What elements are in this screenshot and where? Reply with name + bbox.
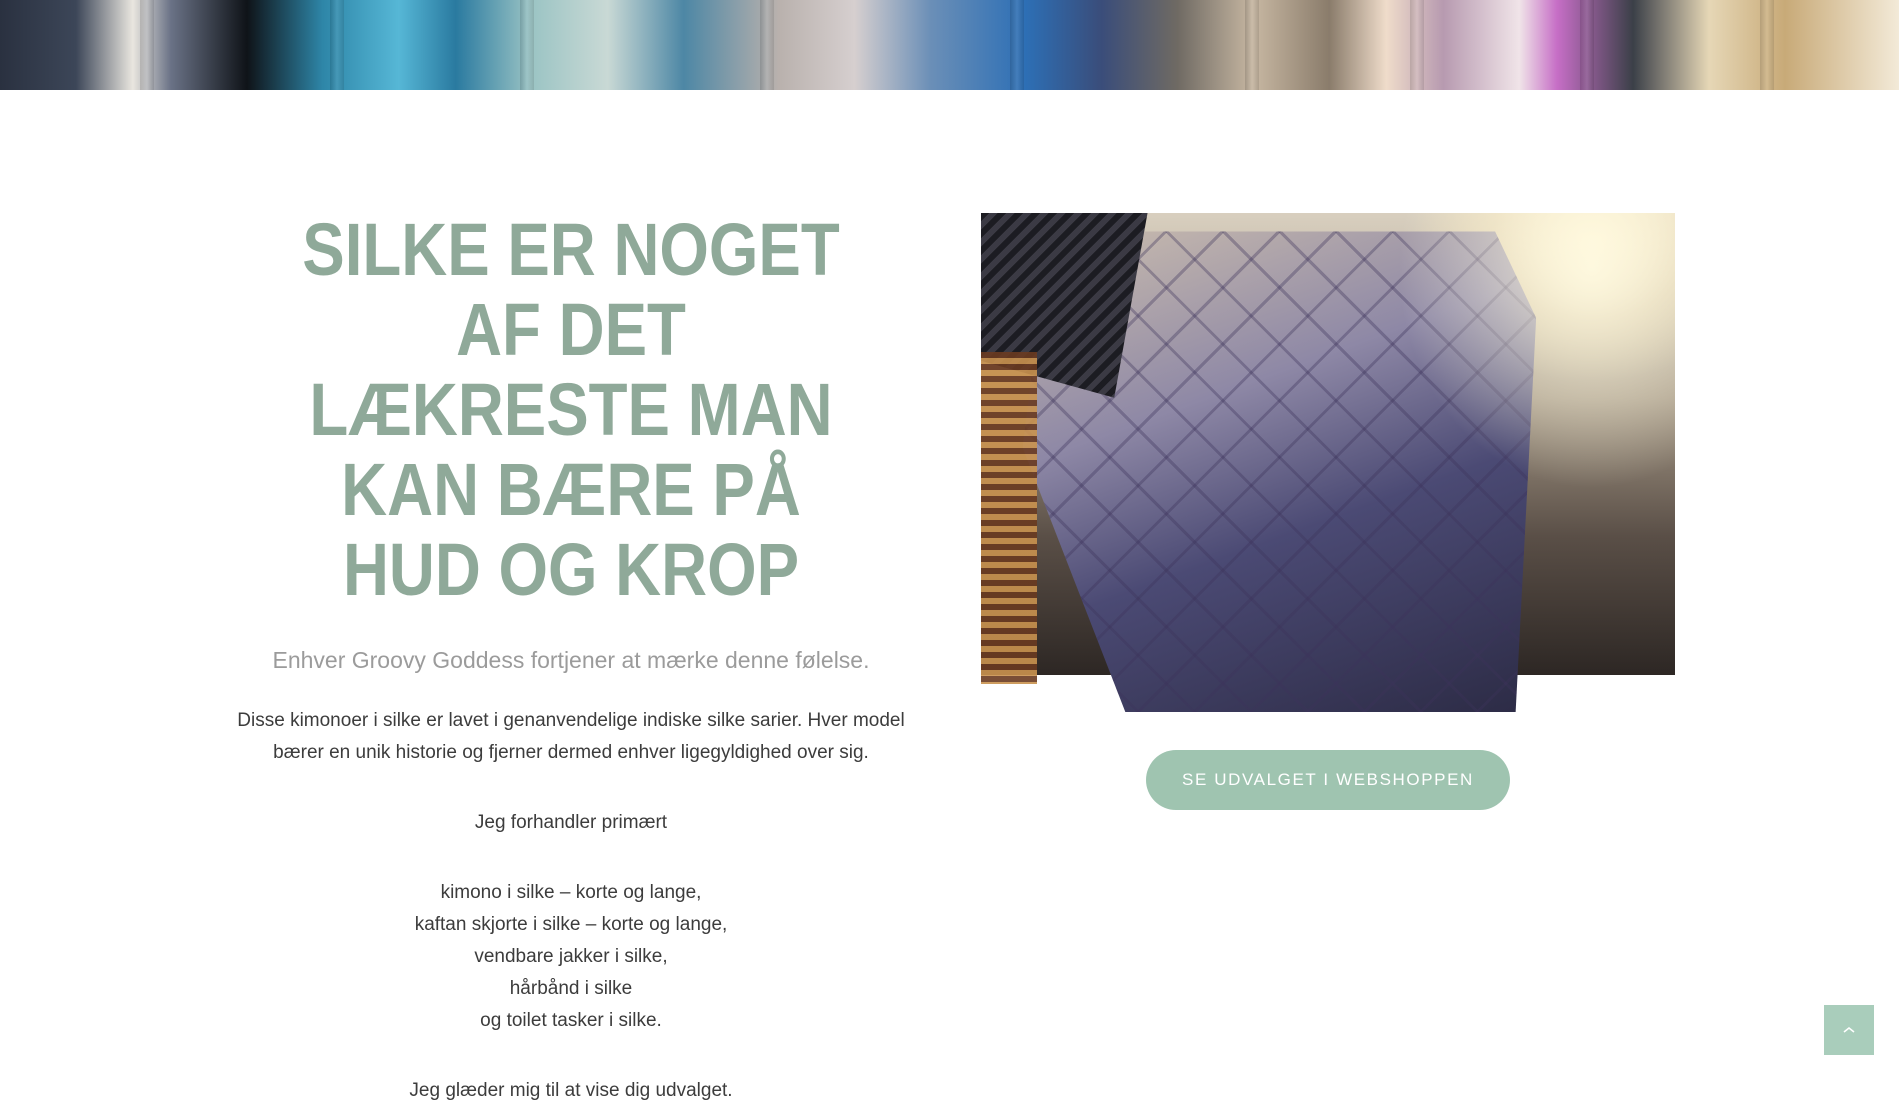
intro-paragraph: Disse kimonoer i silke er lavet i genanvendelige indiske silke sarier. Hver model bærer en unik historie og fjerner dermed enhver ligegyldighed over sig. — [237, 710, 905, 763]
product-list-item: vendbare jakker i silke, — [474, 946, 668, 967]
fabric-banner-image — [0, 0, 1899, 90]
scroll-to-top-button[interactable] — [1824, 1005, 1874, 1055]
product-list-item: hårbånd i silke — [509, 978, 633, 999]
fabric-fold — [1245, 0, 1259, 90]
fabric-fold — [140, 0, 154, 90]
tagline: Enhver Groovy Goddess fortjener at mærke denne følelse. — [272, 647, 870, 673]
silk-kimono-photo — [981, 213, 1675, 675]
intro-text-section — [220, 210, 922, 1107]
product-list-item: kaftan skjorte i silke – korte og lange, — [414, 914, 728, 935]
page-title: SILKE ER NOGET AF DET LÆKRESTE MAN KAN BÆRE PÅ HUD OG KROP — [302, 208, 840, 611]
fabric-fold — [1760, 0, 1774, 90]
fabric-fold — [760, 0, 774, 90]
description — [220, 705, 922, 1107]
sunlight-glow — [1397, 213, 1675, 490]
product-list — [220, 877, 922, 1037]
closing-line: Jeg glæder mig til at vise dig udvalget. — [409, 1080, 733, 1101]
kimono-border — [981, 352, 1037, 685]
fabric-fold — [1580, 0, 1594, 90]
product-list-item: kimono i silke – korte og lange, — [440, 882, 702, 903]
fabric-fold — [520, 0, 534, 90]
products-intro: Jeg forhandler primært — [474, 812, 668, 833]
fabric-fold — [1010, 0, 1024, 90]
webshop-button[interactable]: SE UDVALGET I WEBSHOPPEN — [1146, 750, 1510, 810]
fabric-fold — [1410, 0, 1424, 90]
product-list-item: og toilet tasker i silke. — [480, 1010, 662, 1031]
fabric-fold — [330, 0, 344, 90]
chevron-up-icon — [1842, 1025, 1856, 1035]
